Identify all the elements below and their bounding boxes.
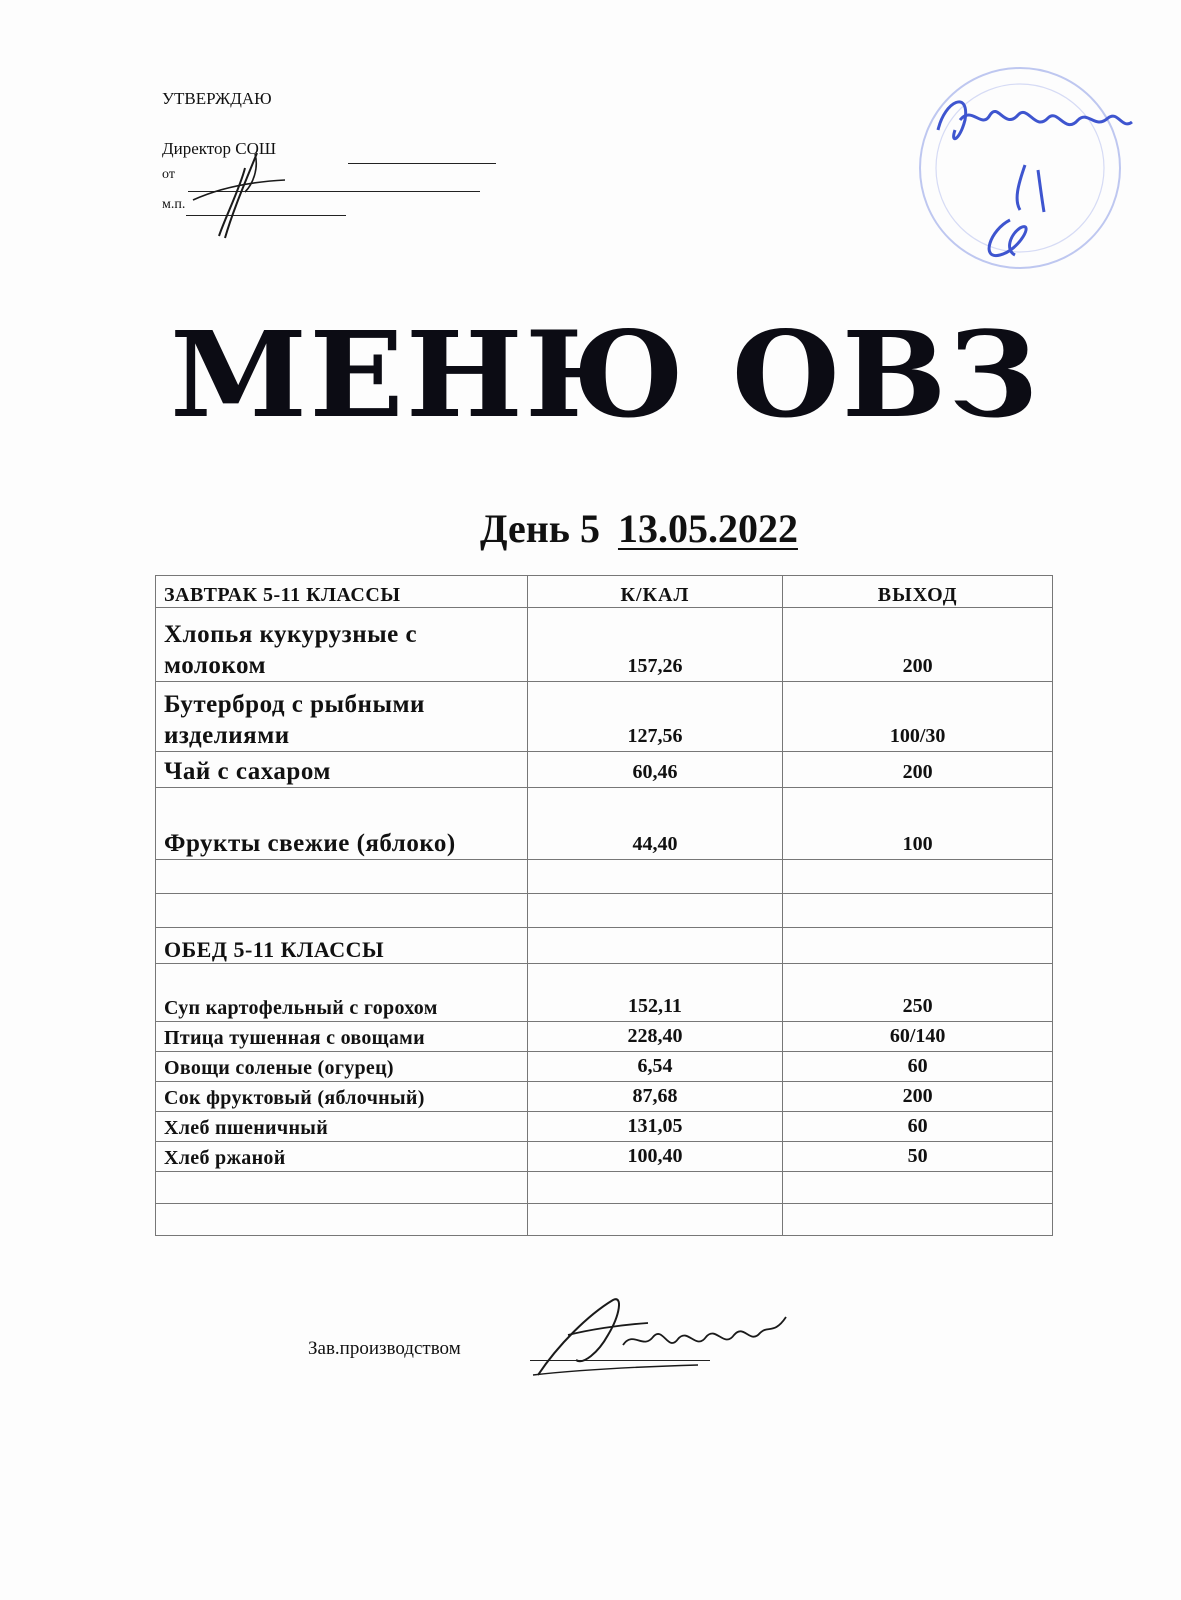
- table-row: [156, 964, 1053, 1022]
- dish-name: Суп картофельный с горохом: [156, 964, 528, 1022]
- empty-row: [156, 1204, 1053, 1236]
- dish-name: Хлопья кукурузные с молоком: [156, 608, 528, 682]
- manager-label: Зав.производством: [308, 1338, 461, 1359]
- empty-row: [156, 860, 1053, 894]
- table-row: [156, 682, 1053, 752]
- dish-yield: 100/30: [783, 682, 1053, 752]
- director-signature: [185, 148, 295, 243]
- dish-yield: 100: [783, 788, 1053, 860]
- yield-column-header: ВЫХОД: [783, 576, 1053, 608]
- day-label: День 5: [480, 506, 600, 551]
- dish-kcal: 131,05: [527, 1112, 783, 1142]
- dish-yield: 60/140: [783, 1022, 1053, 1052]
- table-row: [156, 1142, 1053, 1172]
- breakfast-header: ЗАВТРАК 5-11 КЛАССЫ: [156, 576, 528, 608]
- page-title: МЕНЮ ОВЗ: [170, 305, 1041, 444]
- day-date: 13.05.2022: [617, 506, 798, 551]
- table-row: [156, 1112, 1053, 1142]
- dish-kcal: 87,68: [527, 1082, 783, 1112]
- empty-row: [156, 1172, 1053, 1204]
- dish-yield: 60: [783, 1052, 1053, 1082]
- director-label: Директор СОШ: [162, 139, 276, 158]
- dish-kcal: 152,11: [527, 964, 783, 1022]
- dish-yield: 250: [783, 964, 1053, 1022]
- dish-name: Фрукты свежие (яблоко): [156, 788, 528, 860]
- dish-name: Бутерброд с рыбными изделиями: [156, 682, 528, 752]
- approve-label: УТВЕРЖДАЮ: [162, 89, 272, 108]
- table-row: [156, 608, 1053, 682]
- table-row: [156, 1082, 1053, 1112]
- menu-table: [155, 575, 1053, 1236]
- from-label: от: [162, 167, 175, 182]
- manager-signature: [528, 1275, 793, 1390]
- kcal-column-header: К/КАЛ: [527, 576, 783, 608]
- dish-kcal: 44,40: [527, 788, 783, 860]
- official-stamp: [910, 60, 1140, 275]
- dish-name: Овощи соленые (огурец): [156, 1052, 528, 1082]
- dish-name: Чай с сахаром: [156, 752, 528, 788]
- dish-yield: 200: [783, 752, 1053, 788]
- table-row: [156, 752, 1053, 788]
- dish-kcal: 60,46: [527, 752, 783, 788]
- table-header-row: [156, 576, 1053, 608]
- dish-name: Сок фруктовый (яблочный): [156, 1082, 528, 1112]
- dish-name: Хлеб пшеничный: [156, 1112, 528, 1142]
- dish-name: Хлеб ржаной: [156, 1142, 528, 1172]
- dish-yield: 200: [783, 608, 1053, 682]
- stamp-place-label: м.п.: [162, 197, 186, 212]
- table-row: [156, 1052, 1053, 1082]
- dish-kcal: 157,26: [527, 608, 783, 682]
- dish-kcal: 6,54: [527, 1052, 783, 1082]
- director-underline: [348, 163, 496, 164]
- table-row: [156, 1022, 1053, 1052]
- table-row: [156, 788, 1053, 860]
- dish-yield: 200: [783, 1082, 1053, 1112]
- dish-name: Птица тушенная с овощами: [156, 1022, 528, 1052]
- lunch-header: ОБЕД 5-11 КЛАССЫ: [156, 928, 528, 964]
- dish-kcal: 100,40: [527, 1142, 783, 1172]
- dish-kcal: 127,56: [527, 682, 783, 752]
- lunch-header-row: [156, 928, 1053, 964]
- empty-row: [156, 894, 1053, 928]
- dish-yield: 60: [783, 1112, 1053, 1142]
- dish-kcal: 228,40: [527, 1022, 783, 1052]
- dish-yield: 50: [783, 1142, 1053, 1172]
- day-heading: [480, 505, 798, 552]
